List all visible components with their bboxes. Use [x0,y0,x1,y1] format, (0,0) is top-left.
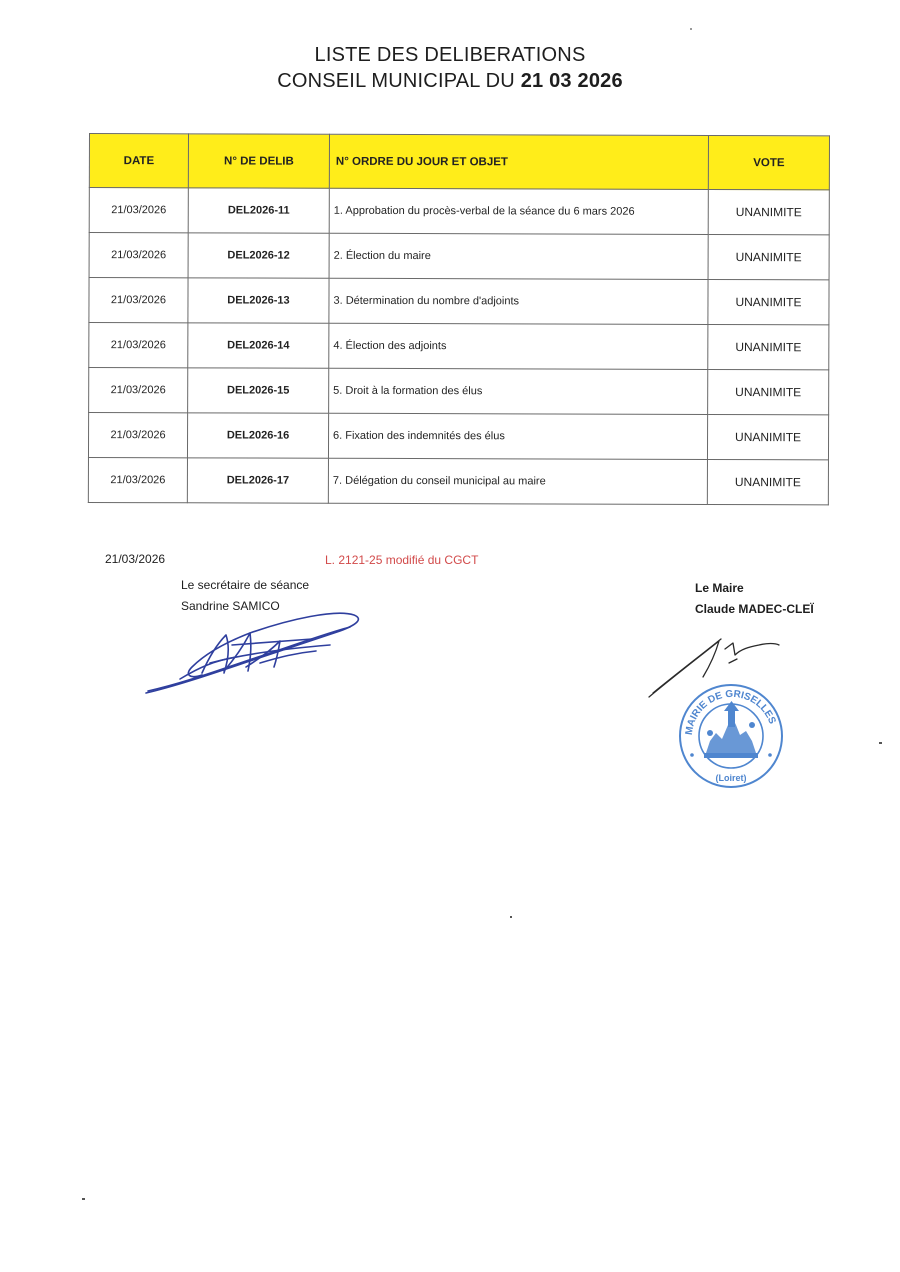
cell-delib-number: DEL2026-14 [188,323,329,368]
meeting-date: 21 03 2026 [520,70,623,92]
cell-vote: UNANIMITE [708,369,829,414]
cell-delib-number: DEL2026-15 [188,368,329,413]
document-subtitle [0,70,900,93]
table-row [89,188,829,235]
subtitle-prefix: CONSEIL MUNICIPAL DU [277,70,515,92]
signature-date: 21/03/2026 [105,552,166,566]
document-title: LISTE DES DELIBERATIONS [314,44,586,66]
town-hall-stamp [676,681,786,791]
cell-object: 2. Élection du maire [329,233,708,279]
cell-vote: UNANIMITE [707,414,828,459]
cell-object: 6. Fixation des indemnités des élus [328,413,707,459]
scan-speck [82,1198,85,1200]
cell-vote: UNANIMITE [708,279,829,324]
cell-date: 21/03/2026 [88,413,187,458]
stamp-bottom-text: (Loiret) [715,773,747,783]
stamp-arc-text: MAIRIE DE GRISELLES [683,688,778,736]
cell-object: 5. Droit à la formation des élus [329,368,708,414]
cell-date: 21/03/2026 [89,278,188,323]
scan-speck [879,742,882,744]
legal-reference: L. 2121-25 modifié du CGCT [325,553,479,567]
table-row [89,368,829,415]
cell-delib-number: DEL2026-17 [187,458,328,503]
cell-vote: UNANIMITE [708,324,829,369]
cell-date: 21/03/2026 [89,188,188,233]
deliberations-table [88,133,830,505]
column-header-vote: VOTE [708,135,829,189]
table-row [89,323,829,370]
cell-object: 1. Approbation du procès-verbal de la séance du 6 mars 2026 [329,188,708,234]
cell-date: 21/03/2026 [89,233,188,278]
cell-delib-number: DEL2026-13 [188,278,329,323]
cell-delib-number: DEL2026-16 [187,413,328,458]
cell-date: 21/03/2026 [89,323,188,368]
cell-delib-number: DEL2026-12 [188,233,329,278]
cell-object: 4. Élection des adjoints [329,323,708,369]
table-row [89,233,829,280]
secretary-name: Sandrine SAMICO [181,599,280,613]
secretary-role: Le secrétaire de séance [181,578,310,592]
cell-date: 21/03/2026 [88,457,187,502]
table-row [88,457,828,504]
table-row [89,278,829,325]
scan-speck [690,28,692,30]
cell-vote: UNANIMITE [707,459,828,504]
column-header-delib-number: N° DE DELIB [188,134,329,188]
table-header-row [89,134,829,190]
column-header-date: DATE [89,134,188,188]
cell-delib-number: DEL2026-11 [188,188,329,233]
cell-object: 3. Détermination du nombre d'adjoints [329,278,708,324]
secretary-signature [140,605,370,705]
scan-speck [510,916,512,918]
table-row [88,413,828,460]
cell-vote: UNANIMITE [708,189,829,234]
cell-date: 21/03/2026 [89,368,188,413]
mayor-name: Claude MADEC-CLEÏ [695,602,814,616]
cell-object: 7. Délégation du conseil municipal au maire [328,458,707,504]
cell-vote: UNANIMITE [708,234,829,279]
column-header-object: N° ORDRE DU JOUR ET OBJET [329,134,708,189]
mayor-role: Le Maire [695,581,744,595]
